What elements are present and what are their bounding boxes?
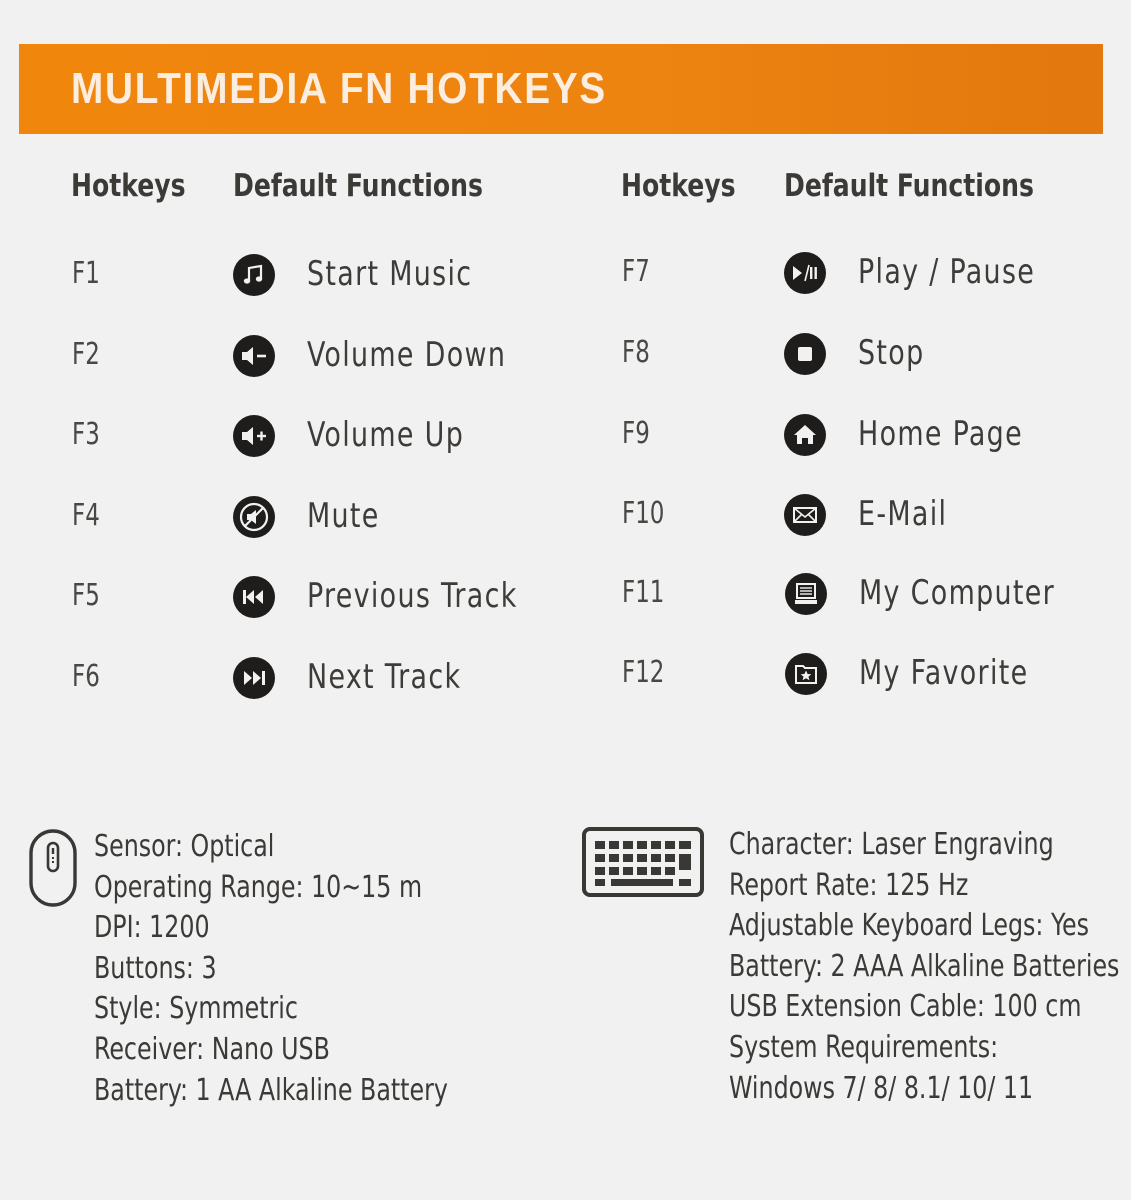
volume-down-icon	[233, 335, 275, 377]
function-label: Previous Track	[307, 576, 518, 616]
computer-icon	[785, 573, 827, 615]
keyboard-spec-line: System Requirements:	[729, 1029, 999, 1065]
keyboard-icon	[581, 826, 705, 902]
left-hotkeys-heading: Hotkeys	[71, 168, 186, 204]
function-label: Volume Down	[307, 335, 507, 375]
mouse-spec-line: Receiver: Nano USB	[94, 1031, 330, 1067]
function-label: Mute	[307, 496, 380, 536]
keyboard-spec-line: Report Rate: 125 Hz	[729, 867, 969, 903]
mail-icon	[784, 494, 826, 536]
mouse-spec-line: Buttons: 3	[94, 950, 217, 986]
mouse-icon	[28, 828, 78, 912]
function-label: Next Track	[307, 657, 462, 697]
function-label: Start Music	[307, 254, 473, 294]
previous-track-icon	[233, 576, 275, 618]
hotkey-key: F7	[622, 254, 650, 289]
hotkey-key: F4	[72, 498, 100, 533]
mouse-spec-line: Style: Symmetric	[94, 991, 298, 1027]
hotkey-key: F1	[72, 256, 100, 291]
function-label: Home Page	[858, 414, 1023, 454]
function-label: Stop	[858, 333, 925, 373]
page-title: MULTIMEDIA FN HOTKEYS	[71, 64, 608, 113]
right-functions-heading: Default Functions	[784, 168, 1034, 204]
hotkey-key: F6	[72, 659, 100, 694]
title-banner	[19, 44, 1103, 134]
hotkey-key: F12	[622, 655, 665, 690]
keyboard-spec-line: USB Extension Cable: 100 cm	[729, 989, 1082, 1025]
hotkey-key: F8	[622, 335, 650, 370]
mouse-spec-line: Battery: 1 AA Alkaline Battery	[94, 1072, 448, 1108]
hotkey-key: F2	[72, 337, 100, 372]
music-note-icon	[233, 254, 275, 296]
right-hotkeys-heading: Hotkeys	[621, 168, 736, 204]
function-label: E-Mail	[858, 494, 948, 534]
keyboard-spec-line: Character: Laser Engraving	[729, 827, 1054, 862]
left-functions-heading: Default Functions	[233, 168, 483, 204]
keyboard-spec-line: Adjustable Keyboard Legs: Yes	[729, 908, 1089, 944]
mouse-spec-line: Operating Range: 10~15 m	[94, 869, 423, 905]
volume-up-icon	[233, 415, 275, 457]
function-label: Volume Up	[307, 415, 465, 455]
keyboard-spec-line: Battery: 2 AAA Alkaline Batteries	[729, 948, 1120, 984]
hotkey-key: F11	[622, 575, 665, 610]
hotkey-key: F3	[72, 417, 100, 452]
hotkey-key: F5	[72, 578, 100, 613]
function-label: My Computer	[859, 573, 1056, 613]
next-track-icon	[233, 657, 275, 699]
mouse-specs	[94, 827, 448, 1111]
hotkey-key: F10	[622, 496, 665, 531]
favorite-icon	[785, 653, 827, 695]
home-icon	[784, 414, 826, 456]
function-label: My Favorite	[859, 653, 1029, 693]
keyboard-specs	[729, 825, 1119, 1109]
stop-icon	[784, 333, 826, 375]
mouse-spec-line: Sensor: Optical	[94, 829, 275, 864]
hotkey-key: F9	[622, 416, 650, 451]
mute-icon	[233, 496, 275, 538]
mouse-spec-line: DPI: 1200	[94, 910, 210, 946]
keyboard-spec-line: Windows 7/ 8/ 8.1/ 10/ 11	[729, 1070, 1034, 1106]
function-label: Play / Pause	[858, 252, 1036, 292]
play-pause-icon	[784, 252, 826, 294]
